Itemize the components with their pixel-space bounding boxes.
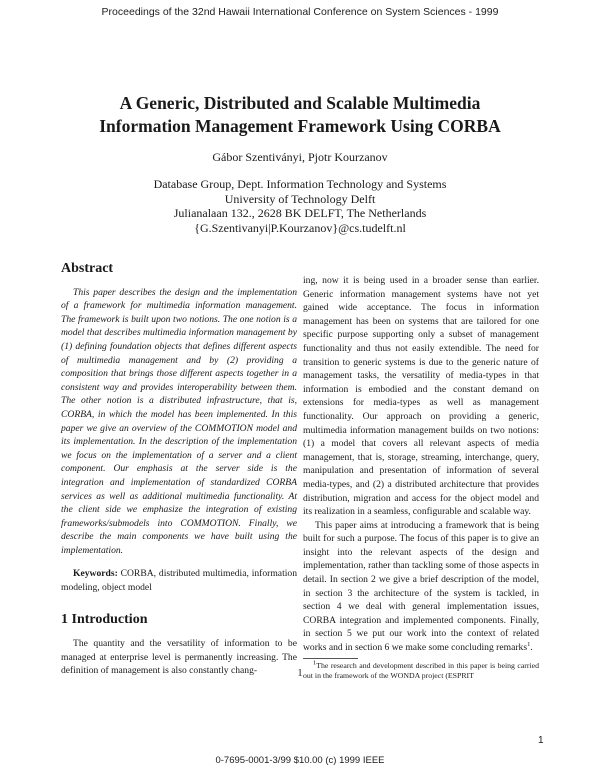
intro-paragraph-1: The quantity and the versatility of information to be managed at enterprise level is permanently increasing. The definition of management is also constantly chang-	[61, 638, 297, 677]
paper-title	[40, 92, 560, 138]
footnote-marker: 1	[527, 640, 531, 648]
footnote-divider	[303, 658, 358, 659]
footnote-number: 1	[313, 659, 317, 667]
footnote-text: The research and development described in this paper is being carried out in the framework of the WONDA project (ESPRIT	[303, 660, 539, 681]
keywords-label: Keywords:	[73, 568, 118, 580]
affiliation-line-2: University of Technology Delft	[224, 191, 376, 206]
title-line-1: A Generic, Distributed and Scalable Multimedia	[119, 93, 481, 113]
body-paragraph-2: This paper aims at introducing a framework that is being built for such a purpose. The focus of this paper is to give an insight into the relevant aspects of the design and implementation, rather than tackling some of those aspects in detail. In section 2 we give a brief description of the model, in section 3 the architecture of the system is tackled, in section 4 we deal with general implementation issues, CORBA integration and implemented components. Finally, in section 5 we put our work into the context of related works and in section 6 we make some concluding remarks$^1$.	[303, 519, 539, 654]
corner-page-number: 1	[538, 735, 544, 746]
body-paragraph-continued: ing, now it is being used in a broader sense than earlier. Generic information management systems have not yet gained wide acceptance. The focus in information management has been on systems that are tailored for one specific purpose supporting only a subset of management functionality and thus not easily extendible. The need for transition to generic systems is due to the generic nature of management tasks, the versatility of media-types in that information is embodied and the constant demand on extensions for media-types as well as management functionality. Our approach on providing a generic, multimedia information management builds on two notions: (1) a model that covers all relevant aspects of media management, that is, storage, streaming, interchange, query, manipulation and presentation of information of several media-types, and (2) a distributed architecture that provides distribution, migration and access for the object model and its realization in a seamless, configurable and scalable way.	[303, 275, 539, 518]
affiliation-block	[0, 177, 600, 235]
affiliation-line-3: Julianalaan 132., 2628 BK DELFT, The Netherlands	[173, 206, 427, 221]
abstract-text: This paper describes the design and the implementation of a framework for multimedia information management. The framework is built upon two notions. The one notion is a model that describes multimedia information management by (1) defining foundation objects that defines different aspects of multimedia management and by (2) providing a composition that brings those different aspects together in a consistent way and provides interoperability between them. The other notion is a distributed infrastructure, that is, CORBA, in which the model has been implemented. In this paper we give an overview of the COMMOTION model and its implementation. In the description of the implementation we focus on the implementation of a server and a client component. Our emphasis at the server side is the integration and implementation of standardized CORBA services as well as additional multimedia functionality. At the client side we emphasize the integration of existing frameworks/submodels into COMMOTION. Finally, we describe the main components we have built using the implementation.	[61, 286, 297, 556]
author-emails: {G.Szentivanyi|P.Kourzanov}@cs.tudelft.nl	[194, 220, 406, 235]
body-paragraph-2-text: This paper aims at introducing a framework that is being built for such a purpose. The focus of this paper is to give an insight into the relevant aspects of the design and implementation, rather than tackling some of those aspects in detail. In section 2 we give a brief description of the model, in section 3 the architecture of the system is tackled, in section 4 we deal with general implementation issues, CORBA integration and implemented components. Finally, in section 5 we put our work into the context of related works and in section 6 we make some concluding remarks	[303, 519, 539, 654]
copyright-footer: 0-7695-0001-3/99 $10.00 (c) 1999 IEEE	[215, 755, 385, 766]
introduction-heading: 1 Introduction	[61, 611, 148, 627]
abstract-heading: Abstract	[61, 261, 114, 276]
title-line-2: Information Management Framework Using CORBA	[99, 116, 501, 136]
keywords-text: CORBA, distributed multimedia, information modeling, object model	[61, 568, 297, 594]
affiliation-line-1: Database Group, Dept. Information Technology and Systems	[153, 177, 447, 191]
page-number: 1	[297, 668, 303, 679]
author-names: Gábor Szentiványi, Pjotr Kourzanov	[212, 150, 388, 164]
keywords-paragraph	[61, 567, 297, 594]
conference-header: Proceedings of the 32nd Hawaii International Conference on System Sciences - 1999	[101, 6, 499, 18]
left-column	[61, 262, 297, 678]
right-column	[303, 274, 539, 682]
